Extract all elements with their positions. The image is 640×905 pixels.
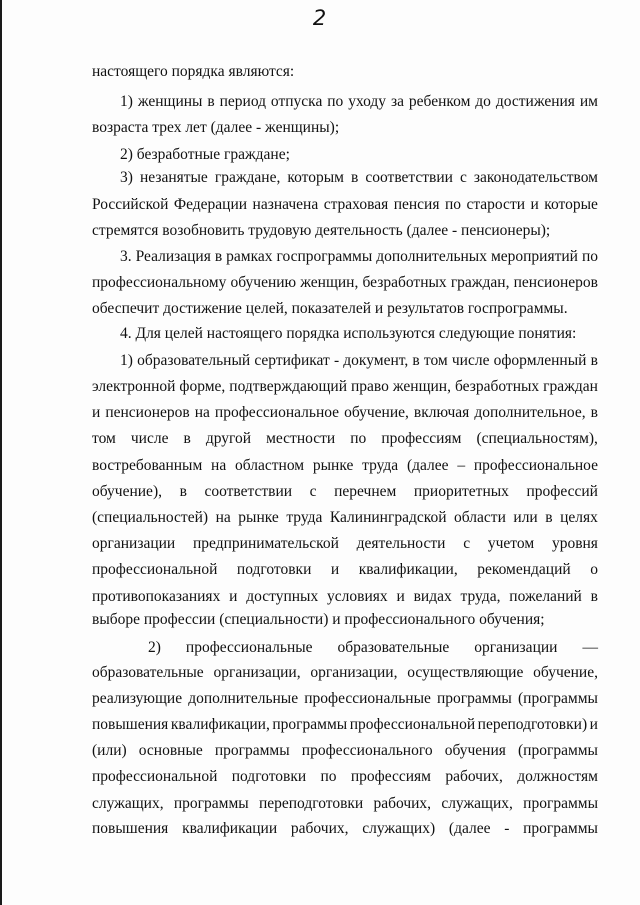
text-line: 3) незанятые граждане, которым в соответствии с законодательством bbox=[120, 169, 598, 186]
page-number: 2 bbox=[312, 6, 328, 30]
text-line: (специальностей) на рынке труда Калининградской области или в целях bbox=[92, 509, 598, 526]
text-line: 2) профессиональные образовательные организации — bbox=[148, 639, 598, 656]
scan-edge bbox=[0, 0, 2, 905]
text-line: профессиональной подготовки и квалификации, рекомендаций о bbox=[92, 561, 598, 578]
text-line: возраста трех лет (далее - женщины); bbox=[92, 119, 340, 136]
text-line: 1) женщины в период отпуска по уходу за ребенком до достижения им bbox=[120, 93, 598, 110]
text-line: повышения квалификации, программы профессиональной переподготовки) и bbox=[92, 716, 598, 733]
text-line: настоящего порядка являются: bbox=[92, 63, 295, 80]
text-line: обучение), в соответствии с перечнем приоритетных профессий bbox=[92, 483, 598, 500]
text-line: 3. Реализация в рамках госпрограммы дополнительных мероприятий по bbox=[120, 248, 598, 265]
text-line: служащих, программы переподготовки рабочих, служащих, программы bbox=[92, 795, 598, 812]
text-line: повышения квалификации рабочих, служащих) (далее - программы bbox=[92, 820, 598, 837]
text-line: стремятся возобновить трудовую деятельность (далее - пенсионеры); bbox=[92, 222, 551, 239]
text-line: профессиональному обучению женщин, безработных граждан, пенсионеров bbox=[92, 274, 598, 291]
text-line: профессиональной подготовки по профессиям рабочих, должностям bbox=[92, 768, 598, 785]
text-line: 2) безработные граждане; bbox=[120, 146, 290, 163]
text-line: и пенсионеров на профессиональное обучение, включая дополнительное, в bbox=[92, 404, 598, 421]
text-line: выборе профессии (специальности) и профессионального обучения; bbox=[92, 611, 545, 628]
text-line: (или) основные программы профессионального обучения (программы bbox=[92, 742, 598, 759]
text-line: 4. Для целей настоящего порядка используются следующие понятия: bbox=[120, 325, 577, 342]
text-line: 1) образовательный сертификат - документ, в том числе оформленный в bbox=[120, 352, 598, 369]
text-line: электронной форме, подтверждающий право женщин, безработных граждан bbox=[92, 378, 598, 395]
text-line: обеспечит достижение целей, показателей и результатов госпрограммы. bbox=[92, 300, 568, 317]
text-line: том числе в другой местности по профессиям (специальностям), bbox=[92, 430, 598, 447]
text-line: Российской Федерации назначена страховая пенсия по старости и которые bbox=[92, 196, 598, 213]
text-line: противопоказаниях и доступных условиях и видах труда, пожеланий в bbox=[92, 588, 598, 605]
text-line: организации предпринимательской деятельности с учетом уровня bbox=[92, 535, 598, 552]
text-line: реализующие дополнительные профессиональные программы (программы bbox=[92, 690, 598, 707]
text-line: образовательные организации, организации, осуществляющие обучение, bbox=[92, 664, 598, 681]
text-line: востребованным на областном рынке труда (далее – профессиональное bbox=[92, 457, 598, 474]
